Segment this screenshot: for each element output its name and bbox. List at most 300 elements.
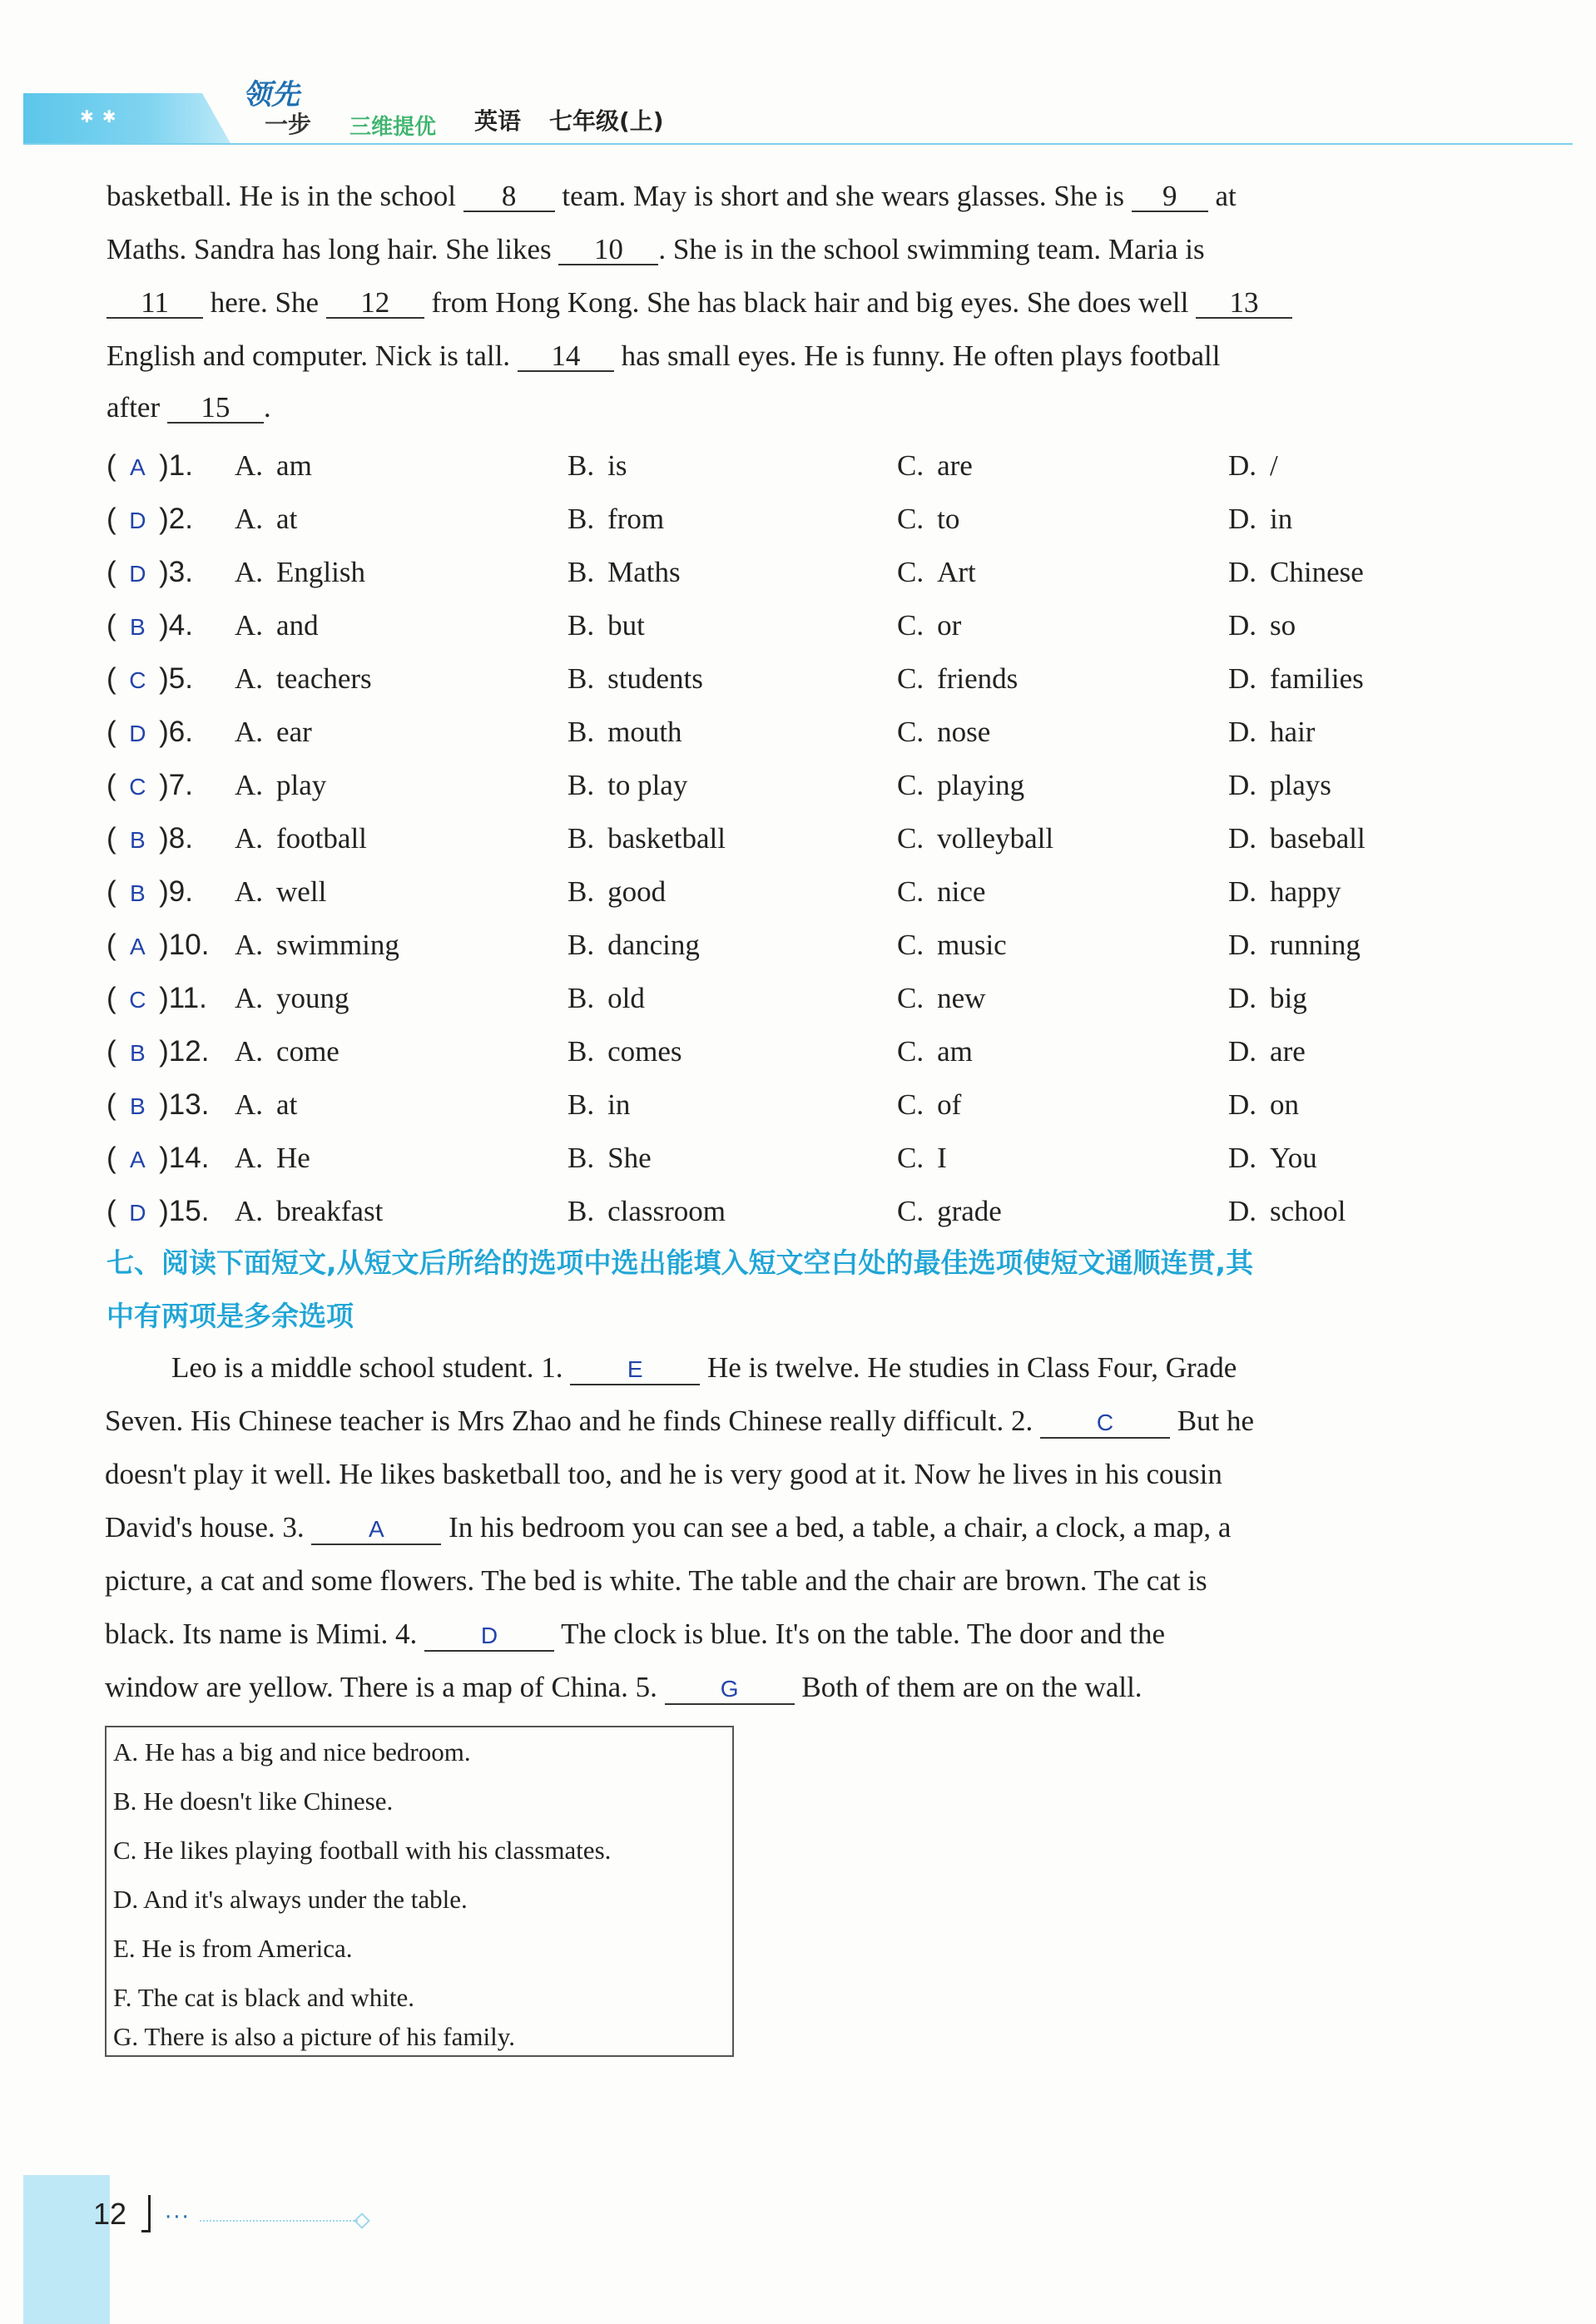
option-letter: D.: [1228, 822, 1257, 855]
option-c: [897, 929, 1007, 962]
question-answer: C: [129, 774, 146, 800]
option-letter: C.: [897, 556, 924, 588]
option-letter: C.: [897, 609, 924, 642]
option-text: happy: [1270, 875, 1341, 908]
paren-close: ): [151, 1142, 169, 1174]
option-d: [1228, 716, 1315, 749]
question-number: [107, 662, 193, 697]
option-letter: C.: [897, 1195, 924, 1227]
option-text: ear: [276, 716, 312, 748]
option-letter: B.: [568, 822, 595, 855]
passage-line: [107, 233, 1513, 266]
paren-open: (: [107, 1088, 125, 1121]
option-letter: A.: [235, 1142, 264, 1174]
question-index: 2.: [168, 503, 193, 535]
option-a: [235, 822, 367, 855]
question-row: [107, 929, 1521, 979]
option-text: Chinese: [1270, 556, 1364, 588]
option-letter: B.: [568, 1195, 595, 1227]
option-d: [1228, 449, 1278, 483]
passage2-line: [105, 1458, 1511, 1491]
option-b: [568, 449, 627, 483]
option-d: [1228, 875, 1341, 909]
passage-line: [107, 339, 1513, 373]
option-text: at: [276, 503, 298, 535]
header-band: [23, 93, 231, 145]
paren-close: ): [151, 609, 169, 642]
paren-close: ): [151, 929, 169, 961]
text: Leo is a middle school student. 1.: [171, 1351, 571, 1384]
passage2-line: [105, 1618, 1511, 1652]
paren-open: (: [107, 1035, 125, 1068]
text: after: [107, 391, 167, 424]
option-letter: D.: [1228, 982, 1257, 1014]
passage2-line: [105, 1564, 1511, 1598]
option-letter: B.: [568, 1035, 595, 1068]
option-letter: D.: [1228, 449, 1257, 482]
question-row: [107, 982, 1521, 1032]
question-number: [107, 982, 207, 1017]
choice-e: E. He is from America.: [113, 1934, 353, 1963]
paren-open: (: [107, 822, 125, 855]
option-letter: A.: [235, 716, 264, 748]
option-letter: C.: [897, 449, 924, 482]
question-number: [107, 822, 193, 857]
option-d: [1228, 556, 1364, 589]
paren-open: (: [107, 662, 125, 695]
option-letter: A.: [235, 1195, 264, 1227]
option-letter: D.: [1228, 662, 1257, 695]
option-d: [1228, 1195, 1346, 1228]
question-number: [107, 1088, 209, 1123]
option-text: from: [607, 503, 665, 535]
option-b: [568, 1088, 630, 1122]
option-letter: C.: [897, 1088, 924, 1121]
option-d: [1228, 769, 1331, 802]
brand-line1: 领先: [243, 78, 300, 111]
option-d: [1228, 1035, 1306, 1068]
question-row: [107, 822, 1521, 872]
header-divider: [23, 143, 1573, 145]
option-text: plays: [1270, 769, 1331, 801]
option-c: [897, 1035, 973, 1068]
option-text: students: [607, 662, 703, 695]
page-number-bracket: [141, 2195, 151, 2232]
option-d: [1228, 982, 1307, 1015]
brand-line2: 一步: [265, 111, 312, 138]
paren-close: ): [151, 503, 169, 535]
question-row: [107, 769, 1521, 819]
option-text: big: [1270, 982, 1307, 1014]
option-letter: B.: [568, 1142, 595, 1174]
paren-close: ): [151, 716, 169, 748]
question-answer: B: [130, 827, 146, 853]
option-letter: C.: [897, 1142, 924, 1174]
question-number: [107, 1195, 209, 1230]
option-letter: B.: [568, 929, 595, 961]
text: at: [1207, 180, 1237, 212]
text: But he: [1169, 1405, 1255, 1437]
option-letter: D.: [1228, 716, 1257, 748]
choice-a: A. He has a big and nice bedroom.: [113, 1737, 471, 1767]
option-letter: B.: [568, 662, 595, 695]
question-index: 15.: [168, 1195, 210, 1227]
option-letter: C.: [897, 1035, 924, 1068]
option-text: on: [1270, 1088, 1300, 1121]
option-d: [1228, 1142, 1317, 1175]
option-text: volleyball: [937, 822, 1054, 855]
option-text: I: [937, 1142, 947, 1174]
option-letter: A.: [235, 1035, 264, 1068]
option-letter: A.: [235, 1088, 264, 1121]
option-a: [235, 982, 349, 1015]
option-b: [568, 1195, 726, 1228]
option-text: She: [607, 1142, 652, 1174]
option-letter: C.: [897, 716, 924, 748]
question-index: 13.: [168, 1088, 210, 1121]
question-row: [107, 716, 1521, 766]
text: picture, a cat and some flowers. The bed is white. The table and the chair are brown. The cat is: [105, 1564, 1207, 1597]
section-heading-cont: 中有两项是多余选项: [107, 1300, 354, 1332]
option-a: [235, 556, 365, 589]
option-d: [1228, 503, 1292, 536]
question-answer: D: [129, 1200, 146, 1226]
question-answer: B: [130, 1093, 146, 1119]
option-a: [235, 449, 312, 483]
option-text: Maths: [607, 556, 681, 588]
option-c: [897, 769, 1024, 802]
option-letter: C.: [897, 662, 924, 695]
option-letter: D.: [1228, 875, 1257, 908]
option-a: [235, 875, 326, 909]
option-text: is: [607, 449, 627, 482]
subject-label: 英语: [474, 107, 522, 135]
option-text: Art: [937, 556, 976, 588]
option-letter: B.: [568, 1088, 595, 1121]
blank-15: 15: [167, 394, 264, 424]
series-name: 三维提优: [349, 115, 437, 140]
question-answer: A: [130, 1147, 146, 1172]
option-letter: C.: [897, 769, 924, 801]
option-c: [897, 1195, 1002, 1228]
question-index: 8.: [168, 822, 193, 855]
option-text: but: [607, 609, 645, 642]
option-a: [235, 1088, 297, 1122]
text: window are yellow. There is a map of China. 5.: [105, 1671, 665, 1703]
question-answer: C: [129, 667, 146, 693]
option-c: [897, 449, 973, 483]
blank-9: 9: [1132, 182, 1208, 212]
option-b: [568, 609, 645, 642]
option-letter: B.: [568, 503, 595, 535]
text: team. May is short and she wears glasses. She is: [554, 180, 1132, 212]
option-text: old: [607, 982, 645, 1014]
option-c: [897, 875, 985, 909]
option-text: playing: [937, 769, 1025, 801]
page-number: 12: [93, 2197, 127, 2231]
paren-close: ): [151, 822, 169, 855]
option-b: [568, 503, 664, 536]
option-letter: B.: [568, 875, 595, 908]
question-number: [107, 609, 193, 644]
question-number: [107, 449, 193, 484]
option-letter: A.: [235, 929, 264, 961]
option-text: football: [276, 822, 367, 855]
header-star-icons: ✱✱: [80, 107, 125, 126]
option-text: comes: [607, 1035, 682, 1068]
option-letter: A.: [235, 769, 264, 801]
option-text: and: [276, 609, 319, 642]
question-index: 11.: [168, 982, 207, 1014]
option-text: to: [937, 503, 960, 535]
grade-label: 七年级(上): [549, 107, 664, 135]
option-text: music: [937, 929, 1007, 961]
blank-14: 14: [518, 342, 614, 372]
question-answer: A: [130, 934, 146, 959]
option-text: school: [1270, 1195, 1346, 1227]
question-number: [107, 929, 209, 964]
option-letter: B.: [568, 556, 595, 588]
option-text: well: [276, 875, 327, 908]
question-answer: D: [129, 561, 146, 587]
option-text: running: [1270, 929, 1361, 961]
option-a: [235, 662, 372, 696]
option-text: young: [276, 982, 349, 1014]
option-text: families: [1270, 662, 1364, 695]
option-letter: D.: [1228, 769, 1257, 801]
option-a: [235, 929, 399, 962]
footer-dots: ···: [165, 2205, 191, 2230]
option-letter: D.: [1228, 1142, 1257, 1174]
option-letter: B.: [568, 449, 595, 482]
option-text: basketball: [607, 822, 726, 855]
question-row: [107, 875, 1521, 925]
question-number: [107, 769, 193, 804]
option-letter: D.: [1228, 1088, 1257, 1121]
blank-13: 13: [1196, 289, 1292, 319]
option-d: [1228, 609, 1296, 642]
option-text: in: [1270, 503, 1293, 535]
option-a: [235, 609, 319, 642]
option-text: English: [276, 556, 365, 588]
question-index: 7.: [168, 769, 193, 801]
question-row: [107, 662, 1521, 712]
choice-f: F. The cat is black and white.: [113, 1983, 414, 2012]
text: Maths. Sandra has long hair. She likes: [107, 233, 559, 265]
text: from Hong Kong. She has black hair and big eyes. She does well: [424, 286, 1197, 319]
paren-close: ): [151, 875, 169, 908]
option-text: at: [276, 1088, 298, 1121]
question-answer: D: [129, 508, 146, 533]
passage-line: [107, 286, 1513, 320]
option-c: [897, 1088, 961, 1122]
text: basketball. He is in the school: [107, 180, 463, 212]
question-answer: B: [130, 1040, 146, 1066]
question-number: [107, 556, 193, 591]
option-text: grade: [937, 1195, 1002, 1227]
option-c: [897, 1142, 947, 1175]
option-text: come: [276, 1035, 340, 1068]
option-letter: A.: [235, 875, 264, 908]
option-text: are: [1270, 1035, 1306, 1068]
paren-close: ): [151, 449, 169, 482]
option-c: [897, 822, 1053, 855]
choice-g: G. There is also a picture of his family.: [113, 2022, 515, 2051]
choice-b: B. He doesn't like Chinese.: [113, 1786, 394, 1816]
text: black. Its name is Mimi. 4.: [105, 1618, 424, 1650]
option-letter: A.: [235, 449, 264, 482]
option-letter: C.: [897, 822, 924, 855]
option-letter: C.: [897, 929, 924, 961]
option-b: [568, 556, 681, 589]
text: has small eyes. He is funny. He often plays football: [613, 339, 1221, 372]
option-text: nose: [937, 716, 991, 748]
passage2-line: [171, 1351, 1578, 1385]
option-letter: C.: [897, 503, 924, 535]
option-letter: A.: [235, 503, 264, 535]
option-b: [568, 822, 726, 855]
option-text: to play: [607, 769, 688, 801]
option-b: [568, 1035, 682, 1068]
option-text: mouth: [607, 716, 682, 748]
paren-open: (: [107, 716, 125, 748]
paren-open: (: [107, 449, 125, 482]
paren-open: (: [107, 982, 125, 1014]
option-text: are: [937, 449, 973, 482]
question-answer: D: [129, 721, 146, 746]
question-index: 10.: [168, 929, 210, 961]
text: He is twelve. He studies in Class Four, Grade: [700, 1351, 1237, 1384]
text: English and computer. Nick is tall.: [107, 339, 518, 372]
question-number: [107, 503, 193, 538]
passage2-line: [105, 1671, 1511, 1705]
paren-open: (: [107, 556, 125, 588]
question-index: 9.: [168, 875, 193, 908]
text: Both of them are on the wall.: [794, 1671, 1142, 1703]
question-index: 4.: [168, 609, 193, 642]
paren-open: (: [107, 769, 125, 801]
option-c: [897, 716, 990, 749]
text: doesn't play it well. He likes basketball too, and he is very good at it. Now he lives in his cousin: [105, 1458, 1222, 1490]
question-index: 1.: [168, 449, 193, 482]
paren-close: ): [151, 1088, 169, 1121]
option-d: [1228, 662, 1364, 696]
option-text: in: [607, 1088, 631, 1121]
question-index: 3.: [168, 556, 193, 588]
option-a: [235, 1035, 340, 1068]
paren-close: ): [151, 556, 169, 588]
paren-open: (: [107, 929, 125, 961]
option-b: [568, 1142, 652, 1175]
question-row: [107, 449, 1521, 499]
option-text: of: [937, 1088, 962, 1121]
option-text: You: [1270, 1142, 1317, 1174]
text: Seven. His Chinese teacher is Mrs Zhao and he finds Chinese really difficult. 2.: [105, 1405, 1040, 1437]
question-index: 14.: [168, 1142, 210, 1174]
section-heading: 七、阅读下面短文,从短文后所给的选项中选出能填入短文空白处的最佳选项使短文通顺连贯,其: [107, 1246, 1254, 1279]
option-c: [897, 609, 961, 642]
option-a: [235, 1195, 383, 1228]
option-text: play: [276, 769, 327, 801]
option-text: teachers: [276, 662, 372, 695]
paren-close: ): [151, 982, 169, 1014]
option-a: [235, 1142, 310, 1175]
option-b: [568, 982, 645, 1015]
blank-8: 8: [463, 182, 555, 212]
option-c: [897, 503, 959, 536]
question-number: [107, 716, 193, 751]
option-text: good: [607, 875, 667, 908]
question-row: [107, 1088, 1521, 1138]
choices-box: [105, 1726, 734, 2057]
option-c: [897, 982, 985, 1015]
blank-12: 12: [326, 289, 424, 319]
option-letter: D.: [1228, 1035, 1257, 1068]
option-text: /: [1270, 449, 1278, 482]
option-letter: B.: [568, 716, 595, 748]
option-a: [235, 769, 326, 802]
text: here. She: [203, 286, 326, 319]
question-number: [107, 1035, 209, 1070]
question-row: [107, 1195, 1521, 1245]
option-text: breakfast: [276, 1195, 384, 1227]
choice-d: D. And it's always under the table.: [113, 1885, 468, 1914]
option-letter: A.: [235, 556, 264, 588]
question-row: [107, 1142, 1521, 1192]
option-text: am: [276, 449, 312, 482]
choice-c: C. He likes playing football with his classmates.: [113, 1836, 612, 1865]
option-text: friends: [937, 662, 1019, 695]
blank-11: 11: [107, 289, 203, 319]
option-text: He: [276, 1142, 310, 1174]
passage-line: [107, 180, 1513, 213]
option-letter: D.: [1228, 503, 1257, 535]
option-text: new: [937, 982, 986, 1014]
question-answer: B: [130, 880, 146, 906]
option-letter: A.: [235, 822, 264, 855]
passage-line: [107, 391, 1513, 424]
option-text: or: [937, 609, 962, 642]
option-text: swimming: [276, 929, 399, 961]
option-letter: B.: [568, 769, 595, 801]
paren-close: ): [151, 1195, 169, 1227]
paren-open: (: [107, 875, 125, 908]
paren-open: (: [107, 503, 125, 535]
answer-4: D: [424, 1622, 554, 1652]
option-text: so: [1270, 609, 1296, 642]
paren-open: (: [107, 1195, 125, 1227]
passage2-line: [105, 1511, 1511, 1545]
text: David's house. 3.: [105, 1511, 312, 1544]
paren-open: (: [107, 609, 125, 642]
blank-10: 10: [558, 235, 658, 265]
paren-close: ): [151, 769, 169, 801]
text: In his bedroom you can see a bed, a table, a chair, a clock, a map, a: [441, 1511, 1232, 1544]
option-letter: A.: [235, 662, 264, 695]
answer-5: G: [665, 1675, 795, 1705]
question-index: 6.: [168, 716, 193, 748]
text: The clock is blue. It's on the table. The door and the: [553, 1618, 1165, 1650]
option-letter: C.: [897, 982, 924, 1014]
option-letter: D.: [1228, 1195, 1257, 1227]
option-text: classroom: [607, 1195, 726, 1227]
paren-close: ): [151, 662, 169, 695]
passage2-line: [105, 1405, 1511, 1439]
question-answer: C: [129, 987, 146, 1013]
question-number: [107, 875, 193, 910]
question-answer: B: [130, 614, 146, 640]
question-answer: A: [130, 454, 146, 480]
